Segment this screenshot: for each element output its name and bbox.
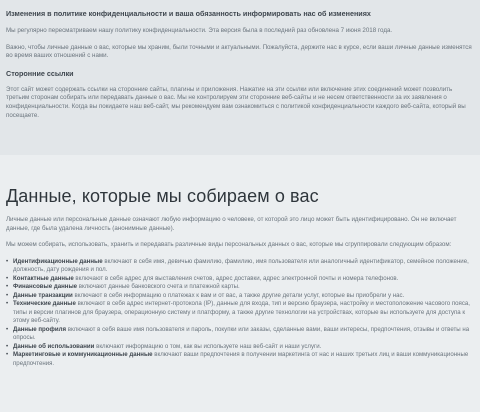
item-text: включают в себя информацию о платежах к вам и от вас, а также другие детали услуг, которые вы приобрели у нас. (72, 291, 405, 299)
data-categories-list (6, 258, 472, 369)
changes-paragraph-1: Мы регулярно пересматриваем нашу политику конфиденциальности. Эта версия была в последний раз обновлена 7 июня 2018 года. (6, 27, 393, 34)
item-text: включают ваши предпочтения в получении маркетинга от нас и наших третьих лиц и ваши коммуникационные предпочтения. (13, 351, 469, 367)
item-text: включают информацию о том, как вы используете наш веб-сайт и наши услуги. (94, 342, 322, 350)
section-title: Данные, которые мы собираем о вас (6, 186, 319, 206)
changes-heading: Изменения в политике конфиденциальности и ваша обязанность информировать нас об изменениях (6, 9, 371, 18)
list-item (6, 258, 472, 275)
personal-data-definition: Личные данные или персональные данные означают любую информацию о человеке, от которой это лицо может быть идентифицировано. Он не включает данные, где была удалена личность (анонимные данные). (6, 216, 457, 232)
item-term: Данные транзакции (13, 291, 73, 299)
list-item (6, 343, 472, 352)
data-collected-section (6, 216, 472, 368)
third-party-links-paragraph: Этот сайт может содержать ссылки на сторонние сайты, плагины и приложения. Нажатие на эти ссылки или включение этих соединений может позволить третьим сторонам собирать или передавать данные о вас. Мы не контролируем эти сторонние веб-сайты и не несем ответственности за их заявления о конфиденциальности. Когда вы покидаете наш веб-сайт, мы рекомендуем вам ознакомиться с политикой конфиденциальности каждого веб-сайта, который вы посещаете. (6, 85, 466, 119)
item-term: Данные профиля (13, 325, 67, 333)
list-item (6, 351, 472, 368)
list-item (6, 275, 472, 284)
item-term: Технические данные (13, 300, 76, 308)
item-term: Контактные данные (13, 274, 74, 282)
list-item (6, 283, 472, 292)
item-term: Маркетинговые и коммуникационные данные (13, 351, 153, 359)
item-term: Идентификационные данные (13, 257, 103, 265)
changes-paragraph-2: Важно, чтобы личные данные о вас, которые мы храним, были точными и актуальными. Пожалуйста, держите нас в курсе, если ваши личные данные изменятся во время ваших отношений с нами. (6, 43, 472, 60)
item-text: включают в себя адрес для выставления счетов, адрес доставки, адрес электронной почты и номера телефонов. (73, 274, 399, 282)
item-text: включают данные банковского счета и платежной карты. (77, 283, 240, 291)
item-text: включают в себя имя, девичью фамилию, фамилию, имя пользователя или аналогичный идентификатор, семейное положение, должность, дату рождения и пол. (13, 257, 469, 274)
item-term: Финансовые данные (13, 283, 78, 291)
item-text: включают в себя адрес интернет-протокола (IP), данные для входа, тип и версию браузера, настройку и местоположение часового пояса, типы и версии плагинов для браузера, операционную систему и платформу, а также другие технологии на устройствах, которые вы используете для доступа к этому веб-сайту. (13, 300, 470, 325)
privacy-changes-card (0, 0, 480, 155)
item-term: Данные об использовании (13, 342, 95, 350)
list-item (6, 300, 472, 326)
list-item (6, 292, 472, 301)
item-text: включают в себя ваше имя пользователя и пароль, покупки или заказы, сделанные вами, ваши интересы, предпочтения, отзывы и ответы на опросы. (13, 325, 470, 342)
third-party-links-heading: Сторонние ссылки (6, 68, 74, 78)
data-categories-intro: Мы можем собирать, использовать, хранить и передавать различные виды персональных данных о вас, которые мы сгруппировали следующим образом: (6, 241, 452, 249)
list-item (6, 326, 472, 343)
